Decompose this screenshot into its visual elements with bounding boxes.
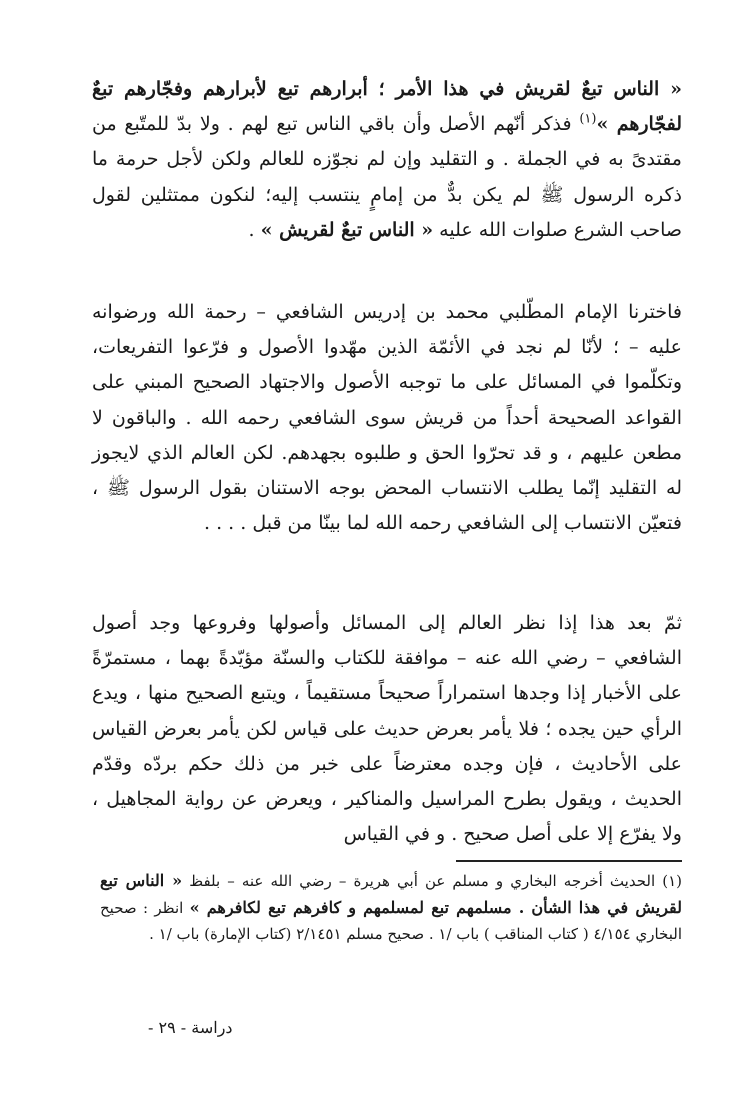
footnote-hadith-text: « الناس تبع لقريش في هذا الشأن . مسلمهم تبع لمسلمهم و كافرهم تبع لكافرهم »	[100, 871, 682, 917]
paragraph-text: فذكر أنّهم الأصل وأن باقي الناس تبع لهم . ولا بدّ للمتّبع من مقتدىً به في الجملة . و التقليد وإن لم نجوّزه للعالم ولكن لأجل حرمة ما ذكره الرسول ﷺ لم يكن بدٌّ من إمامٍ ينتسب إليه؛ لنكون ممتثلين لقول صاحب الشرع صلوات الله عليه	[92, 113, 682, 241]
footnote-separator	[456, 860, 682, 862]
paragraph-end: .	[248, 218, 261, 241]
paragraph-choosing-shafii: فاخترنا الإمام المطّلبي محمد بن إدريس الشافعي – رحمة الله ورضوانه عليه – ؛ لأنّا لم نجد في الأئمّة الذين مهّدوا الأصول و فرّعوا التفريعات، وتكلّموا في المسائل على ما توجبه الأصول والاجتهاد الصحيح المبني على القواعد الصحيحة أحداً من قريش سوى الشافعي رحمه الله . والباقون لا مطعن عليهم ، و قد تحرّوا الحق و طلبوه بجهدهم. لكن العالم الذي لايجوز له التقليد إنّما يطلب الانتساب المحض بوجه الاستنان بقول الرسول ﷺ ، فتعيّن الانتساب إلى الشافعي رحمه الله لما بينّا من قبل . . . .	[92, 301, 682, 535]
page-number: دراسة - ٢٩ -	[148, 1018, 233, 1037]
footnote-reference: (١)	[579, 111, 597, 127]
hadith-quote-bold: « الناس تبعٌ لقريش »	[260, 218, 434, 241]
footnote-marker: (١)	[662, 872, 682, 890]
footnote-references: انظر : صحيح البخاري ٤/١٥٤ ( كتاب المناقب ) باب /١ . صحيح مسلم ٢/١٤٥١ (كتاب الإمارة) باب /١ .	[100, 898, 682, 943]
footnote	[100, 868, 682, 948]
hadith-quote-bold: « الناس تبعٌ لقريش في هذا الأمر ؛ أبرارهم تبع لأبرارهم وفجّارهم تبعٌ لفجّارهم »	[92, 78, 682, 136]
footnote-intro: الحديث أخرجه البخاري و مسلم عن أبي هريرة – رضي الله عنه – بلفظ	[182, 872, 663, 890]
paragraph-quraysh-hadith	[92, 72, 682, 248]
paragraph-shafii-principles: ثمّ بعد هذا إذا نظر العالم إلى المسائل وأصولها وفروعها وجد أصول الشافعي – رضي الله عنه – موافقة للكتاب والسنّة مؤيّدةً بهما ، مستمرّةً على الأخبار إذا وجدها استمراراً صحيحاً مستقيماً ، ويتبع الصحيح منها ، ويدع الرأي حين يجده ؛ فلا يأمر بعرض حديث على قياس لكن يأمر بعرض القياس على الأحاديث ، فإن وجده معترضاً على خبر من ذلك حكم بردّه وقدّم الحديث ، ويقول بطرح المراسيل والمناكير ، ويعرض عن رواية المجاهيل ، ولا يفرّع إلا على أصل صحيح . و في القياس	[92, 612, 682, 846]
